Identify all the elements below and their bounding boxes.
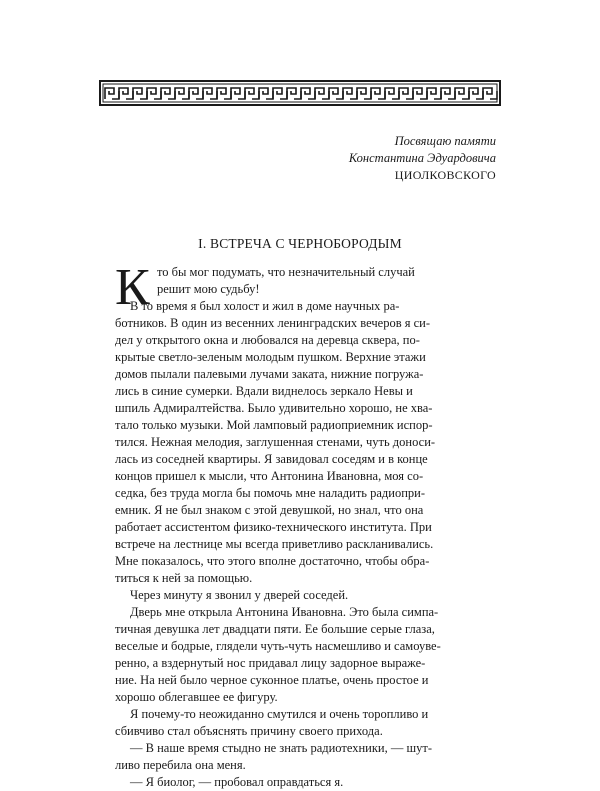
drop-line-1: то бы мог подумать, что незначительный случай	[157, 265, 415, 279]
text-line: тало только музыки. Мой ламповый радиоприемник испор-	[115, 418, 433, 432]
text-line: ботников. В один из весенних ленинградских вечеров я си-	[115, 316, 431, 330]
text-line: В то время я был холост и жил в доме научных ра-	[130, 299, 400, 313]
text-line: тичная девушка лет двадцати пяти. Ее большие серые глаза,	[115, 622, 435, 636]
text-line: титься к ней за помощью.	[115, 571, 253, 585]
text-line: тился. Нежная мелодия, заглушенная стенами, чуть доноси-	[115, 435, 436, 449]
text-line: сбивчиво стал объяснять причину своего прихода.	[115, 724, 383, 738]
text-line: емник. Я не был знаком с этой девушкой, но знал, что она	[115, 503, 424, 517]
chapter-title: I. ВСТРЕЧА С ЧЕРНОБОРОДЫМ	[198, 236, 402, 251]
text-line: веселые и бодрые, глядели чуть-чуть насмешливо и самоуве-	[115, 639, 441, 653]
text-line: Я почему-то неожиданно смутился и очень торопливо и	[130, 707, 429, 721]
dedication	[196, 133, 496, 184]
text-line: ренно, а вздернутый нос придавал лицу задорное выраже-	[115, 656, 426, 670]
text-line: дел у открытого окна и любовался на деревца сквера, по-	[115, 333, 420, 347]
text-line: Дверь мне открыла Антонина Ивановна. Это была симпа-	[130, 605, 439, 619]
text-line: хорошо облегавшее ее фигуру.	[115, 690, 278, 704]
text-line: концов пришел к мысли, что Антонина Ивановна, моя со-	[115, 469, 424, 483]
text-line: седка, без труда могла бы помочь мне наладить радиопри-	[115, 486, 426, 500]
text-line: — Я биолог, — пробовал оправдаться я.	[130, 775, 344, 789]
text-line: работает ассистентом физико-технического института. При	[115, 520, 432, 534]
drop-cap: К	[115, 259, 150, 316]
text-line: крытые светло-зеленым молодым пушком. Верхние этажи	[115, 350, 426, 364]
body-text	[115, 259, 490, 791]
dedication-line-3: ЦИОЛКОВСКОГО	[394, 168, 496, 182]
text-line: домов пылали палевыми лучами заката, нижние погружа-	[115, 367, 424, 381]
dedication-line-2: Константина Эдуардовича	[348, 151, 496, 165]
text-line: Мне показалось, что этого вполне достаточно, чтобы обра-	[115, 554, 430, 568]
text-lines	[115, 298, 490, 791]
drop-line-2: решит мою судьбу!	[157, 282, 260, 296]
text-line: встрече на лестнице мы всегда приветливо раскланивались.	[115, 537, 434, 551]
text-line: лись в синие сумерки. Вдали виднелось зеркало Невы и	[115, 384, 413, 398]
text-line: шпиль Адмиралтейства. Было удивительно хорошо, не хва-	[115, 401, 433, 415]
text-line: ние. На ней было черное суконное платье, очень простое и	[115, 673, 429, 687]
dedication-line-1: Посвящаю памяти	[394, 134, 496, 148]
text-line: Через минуту я звонил у дверей соседей.	[130, 588, 349, 602]
text-line: ливо перебила она меня.	[115, 758, 246, 772]
text-line: — В наше время стыдно не знать радиотехники, — шут-	[130, 741, 432, 755]
text-line: лась из соседней квартиры. Я завидовал соседям и в конце	[115, 452, 428, 466]
ornamental-border	[99, 80, 501, 106]
